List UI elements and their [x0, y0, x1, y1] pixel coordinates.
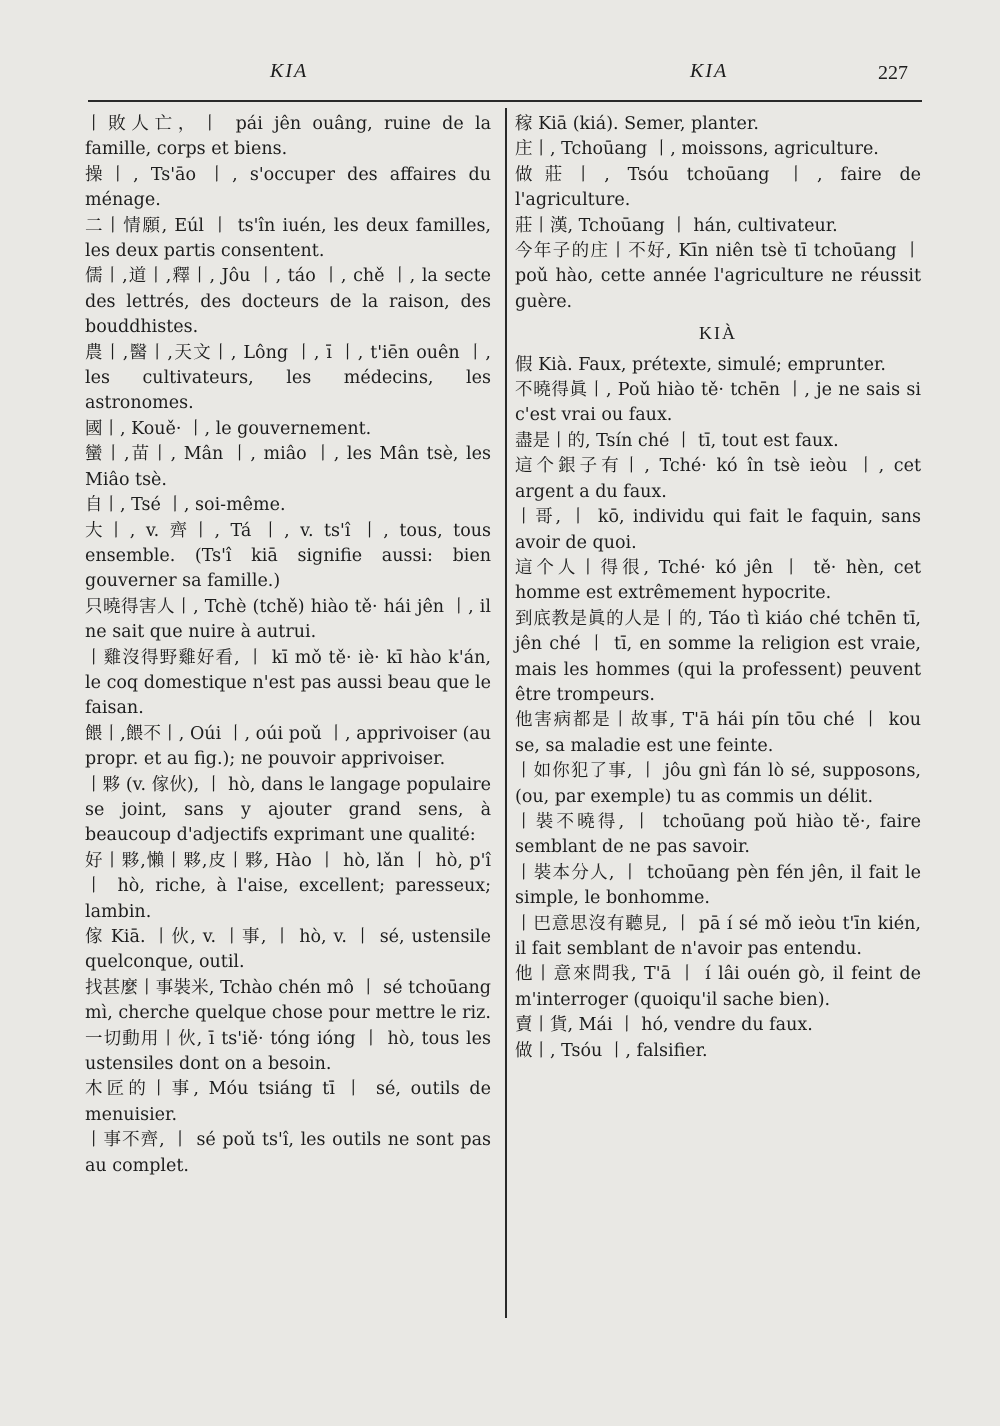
dictionary-entry: 國丨, Kouě· 丨, le gouvernement.	[85, 418, 372, 439]
dictionary-entry: 不曉得眞丨, Poǔ hiào tě· tchēn 丨, je ne sais si c'est vrai ou faux.	[515, 380, 921, 426]
dictionary-entry: 餵丨,餵不丨, Oúi 丨, oúi poǔ 丨, apprivoiser (au propr. et au fig.); ne pouvoir apprivoiser.	[85, 723, 491, 770]
header-rule	[88, 100, 922, 102]
dictionary-entry: 做莊丨, Tsóu tchoūang 丨, faire de l'agriculture.	[515, 164, 921, 211]
dictionary-entry: 他丨意來問我, T'ā 丨 í lâi ouén gò, il feint de m'interroger (quoiqu'il sache bien).	[515, 964, 921, 1010]
left-running-head: KIA	[270, 60, 309, 82]
dictionary-entry: 好丨夥,懶丨夥,皮丨夥, Hào 丨 hò, lǎn 丨 hò, p'î 丨 hò, riche, à l'aise, excellent; paresseux; lambin.	[85, 850, 491, 922]
dictionary-entry: 莊丨漢, Tchoūang 丨 hán, cultivateur.	[515, 215, 838, 236]
page-number: 227	[878, 62, 908, 84]
dictionary-entry: 儒丨,道丨,釋丨, Jôu 丨, táo 丨, chě 丨, la secte des lettrés, des docteurs de la raison, des bouddhistes.	[85, 266, 491, 338]
dictionary-entry: 操丨, Ts'āo 丨, s'occuper des affaires du ménage.	[85, 164, 491, 211]
dictionary-entry: 自丨, Tsé 丨, soi-même.	[85, 495, 286, 516]
dictionary-entry: 丨裝不曉得, 丨 tchoūang poǔ hiào tě·, faire semblant de ne pas savoir.	[515, 811, 921, 858]
dictionary-entry: 丨夥 (v. 傢伙), 丨 hò, dans le langage populaire se joint, sans y ajouter grand sens, à beaucoup d'adjectifs exprimant une qualité:	[85, 774, 491, 846]
dictionary-entry: 找甚麼丨事裝米, Tchào chén mô 丨 sé tchoūang mì, cherche quelque chose pour mettre le riz.	[85, 977, 491, 1024]
dictionary-entry: 假 Kià. Faux, prétexte, simulé; emprunter.	[515, 354, 886, 375]
dictionary-entry: 做丨, Tsóu 丨, falsifier.	[515, 1040, 708, 1061]
dictionary-entry: 木匠的丨事, Móu tsiáng tī 丨 sé, outils de menuisier.	[85, 1079, 491, 1125]
dictionary-entry: 丨哥, 丨 kō, individu qui fait le faquin, sans avoir de quoi.	[515, 507, 921, 553]
dictionary-entry: 大丨, v. 齊丨, Tá 丨, v. ts'î 丨, tous, tous ensemble. (Ts'î kiā signifie aussi: bien gouverner sa famille.)	[85, 520, 491, 592]
dictionary-entry: 盡是丨的, Tsín ché 丨 tī, tout est faux.	[515, 430, 839, 451]
dictionary-entry: 丨巴意思沒有聽見, 丨 pā í sé mǒ ieòu t'īn kién, il fait semblant de n'avoir pas entendu.	[515, 913, 921, 959]
right-column	[515, 112, 921, 1064]
dictionary-entry: 他害病都是丨故事, T'ā hái pín tōu ché 丨 kou se, sa maladie est une feinte.	[515, 710, 921, 756]
dictionary-entry: 庄丨, Tchoūang 丨, moissons, agriculture.	[515, 139, 879, 160]
dictionary-entry: 這个人丨得很, Tché· kó jên 丨 tě· hèn, cet homme est extrêmement hypocrite.	[515, 557, 921, 604]
dictionary-entry: 這个銀子有丨, Tché· kó în tsè ieòu 丨, cet argent a du faux.	[515, 456, 921, 502]
page-header	[0, 58, 1000, 92]
dictionary-entry: 到底教是眞的人是丨的, Táo tì kiáo ché tchēn tī, jên ché 丨 tī, en somme la religion est vraie, mais les hommes (qui la professent) peuvent être trompeurs.	[515, 608, 921, 705]
dictionary-entry: 只曉得害人丨, Tchè (tchě) hiào tě· hái jên 丨, il ne sait que nuire à autrui.	[85, 596, 491, 643]
column-divider	[505, 108, 507, 1318]
section-heading: KIÀ	[699, 323, 737, 344]
dictionary-entry: 傢 Kiā. 丨伙, v. 丨事, 丨 hò, v. 丨 sé, ustensile quelconque, outil.	[85, 927, 491, 973]
left-column	[85, 112, 491, 1179]
right-running-head: KIA	[690, 60, 729, 82]
dictionary-entry: 丨事不齊, 丨 sé poǔ ts'î, les outils ne sont pas au complet.	[85, 1130, 491, 1176]
dictionary-entry: 一切動用丨伙, ī ts'iě· tóng ióng 丨 hò, tous les ustensiles dont on a besoin.	[85, 1028, 491, 1075]
dictionary-entry: 二丨情願, Eúl 丨 ts'în iuén, les deux familles, les deux partis consentent.	[85, 215, 491, 262]
dictionary-entry: 丨如你犯了事, 丨 jôu gnì fán lò sé, supposons, (ou, par exemple) tu as commis un délit.	[515, 761, 921, 807]
dictionary-entry: 農丨,醫丨,天文丨, Lông 丨, ī 丨, t'iēn ouên 丨, les cultivateurs, les médecins, les astronomes.	[85, 342, 491, 414]
dictionary-entry: 丨雞沒得野雞好看, 丨 kī mǒ tě· iè· kī hào k'án, le coq domestique n'est pas aussi beau que le faisan.	[85, 647, 491, 719]
dictionary-entry: 丨敗人亡，丨 pái jên ouâng, ruine de la famille, corps et biens.	[85, 114, 491, 160]
dictionary-entry: 丨裝本分人, 丨 tchoūang pèn fén jên, il fait le simple, le bonhomme.	[515, 862, 921, 909]
dictionary-entry: 蠻丨,苗丨, Mân 丨, miâo 丨, les Mân tsè, les Miâo tsè.	[85, 444, 491, 490]
dictionary-entry: 賣丨貨, Mái 丨 hó, vendre du faux.	[515, 1015, 813, 1036]
dictionary-entry: 稼 Kiā (kiá). Semer, planter.	[515, 114, 759, 134]
dictionary-entry: 今年子的庄丨不好, Kīn niên tsè tī tchoūang 丨 poǔ hào, cette année l'agriculture ne réussit guère.	[515, 241, 921, 312]
